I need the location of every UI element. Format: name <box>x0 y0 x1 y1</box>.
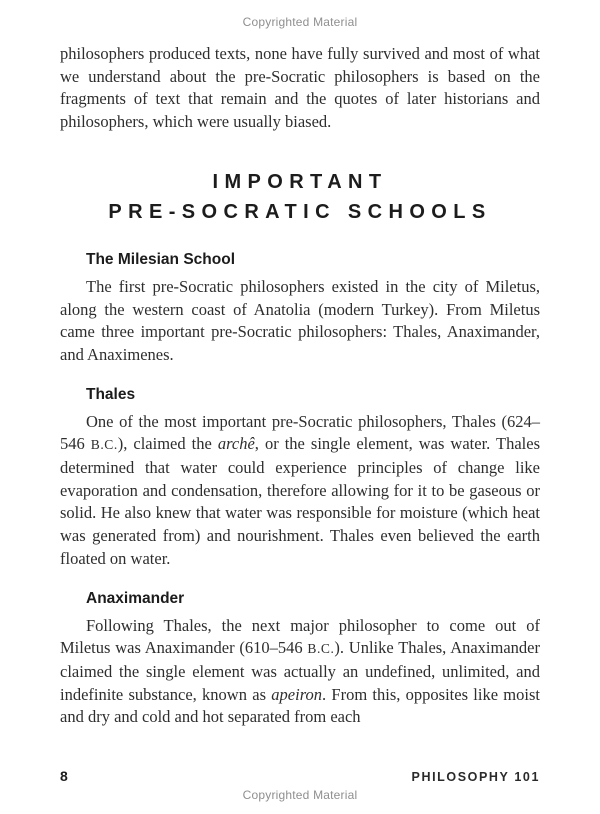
subsection-paragraph-thales: One of the most important pre-Socratic philosophers, Thales (624–546 B.C.), claimed the archê, or the single element, was water. Thales determined that water could experience principles of change like evaporation and condensation, therefore allowing for it to be gaseous or solid. He also knew that water was responsible for moisture (which heat was generated from) and nourishment. Thales even believed the earth floated on water. <box>60 411 540 568</box>
subsection-heading-milesian-school: The Milesian School <box>86 250 235 268</box>
subsection-thales <box>60 386 540 571</box>
subsection-milesian-school <box>60 251 540 367</box>
section-heading-line1: IMPORTANT <box>212 170 388 193</box>
subsection-paragraph-milesian-school: The first pre-Socratic philosophers existed in the city of Miletus, along the western coast of Anatolia (modern Turkey). From Miletus came three important pre-Socratic philosophers: Thales, Anaximander, and Anaximenes. <box>60 276 540 364</box>
section-heading-line2: PRE-SOCRATIC SCHOOLS <box>108 200 492 223</box>
subsection-anaximander <box>60 590 540 730</box>
page-number: 8 <box>60 768 68 784</box>
book-title: PHILOSOPHY 101 <box>411 770 540 784</box>
copyright-notice-bottom: Copyrighted Material <box>242 788 358 802</box>
section-heading <box>60 167 540 227</box>
page-footer <box>60 768 540 784</box>
subsection-paragraph-anaximander: Following Thales, the next major philosopher to come out of Miletus was Anaximander (610–546 B.C.). Unlike Thales, Anaximander claimed the single element was actually an undefined, unlimited, and indefinite substance, known as apeiron. From this, opposites like moist and dry and cold and hot separated from each <box>60 615 540 727</box>
subsection-heading-anaximander: Anaximander <box>86 589 185 607</box>
intro-paragraph: philosophers produced texts, none have fully survived and most of what we understand about the pre-Socratic philosophers is based on the fragments of text that remain and the quotes of later historians and philosophers, which were usually biased. <box>60 44 540 132</box>
page-content <box>60 0 540 729</box>
copyright-notice-top: Copyrighted Material <box>242 15 358 29</box>
subsection-heading-thales: Thales <box>86 385 136 403</box>
